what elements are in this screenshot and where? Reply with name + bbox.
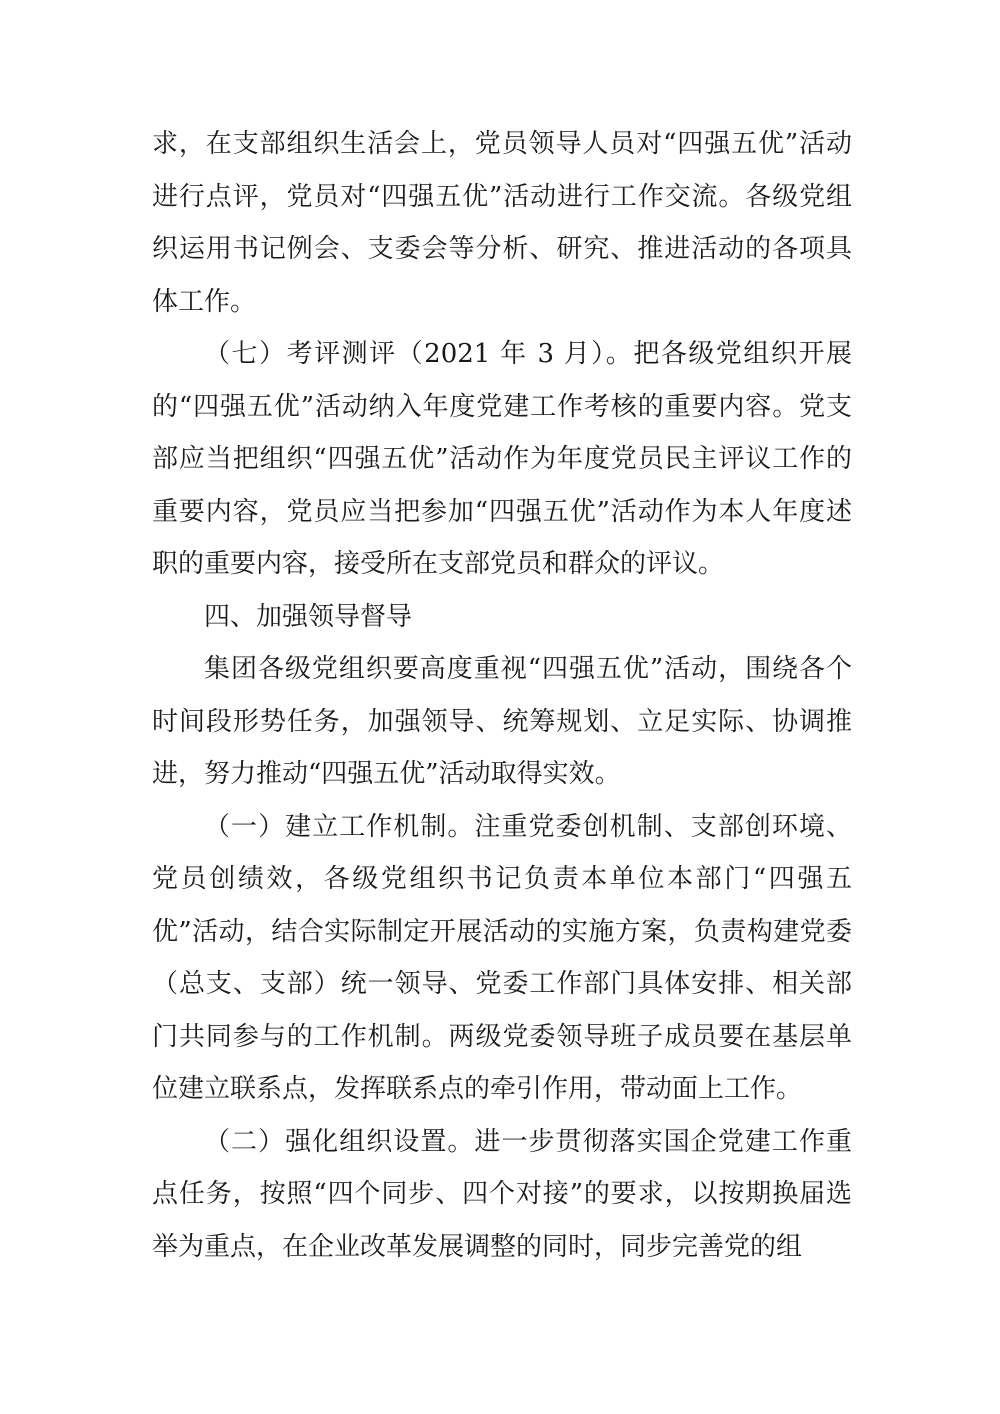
paragraph-organization-setup: （二）强化组织设置。进一步贯彻落实国企党建工作重点任务，按照“四个同步、四个对接”的要求，以按期换届选举为重点，在企业改革发展调整的同时，同步完善党的组	[152, 1126, 852, 1262]
paragraph-continuation: 求，在支部组织生活会上，党员领导人员对“四强五优”活动进行点评，党员对“四强五优”活动进行工作交流。各级党组织运用书记例会、支委会等分析、研究、推进活动的各项具体工作。	[152, 129, 852, 317]
paragraph-evaluation: （七）考评测评（2021 年 3 月）。把各级党组织开展的“四强五优”活动纳入年度党建工作考核的重要内容。党支部应当把组织“四强五优”活动作为年度党员民主评议工作的重要内容，党员应当把参加“四强五优”活动作为本人年度述职的重要内容，接受所在支部党员和群众的评议。	[152, 339, 852, 579]
section-heading-leadership: 四、加强领导督导	[204, 601, 413, 632]
document-body	[152, 118, 852, 1273]
paragraph-leadership-intro: 集团各级党组织要高度重视“四强五优”活动，围绕各个时间段形势任务，加强领导、统筹规划、立足实际、协调推进，努力推动“四强五优”活动取得实效。	[152, 654, 852, 789]
paragraph-work-mechanism: （一）建立工作机制。注重党委创机制、支部创环境、党员创绩效，各级党组织书记负责本单位本部门“四强五优”活动，结合实际制定开展活动的实施方案，负责构建党委（总支、支部）统一领导、党委工作部门具体安排、相关部门共同参与的工作机制。两级党委领导班子成员要在基层单位建立联系点，发挥联系点的牵引作用，带动面上工作。	[152, 811, 852, 1104]
